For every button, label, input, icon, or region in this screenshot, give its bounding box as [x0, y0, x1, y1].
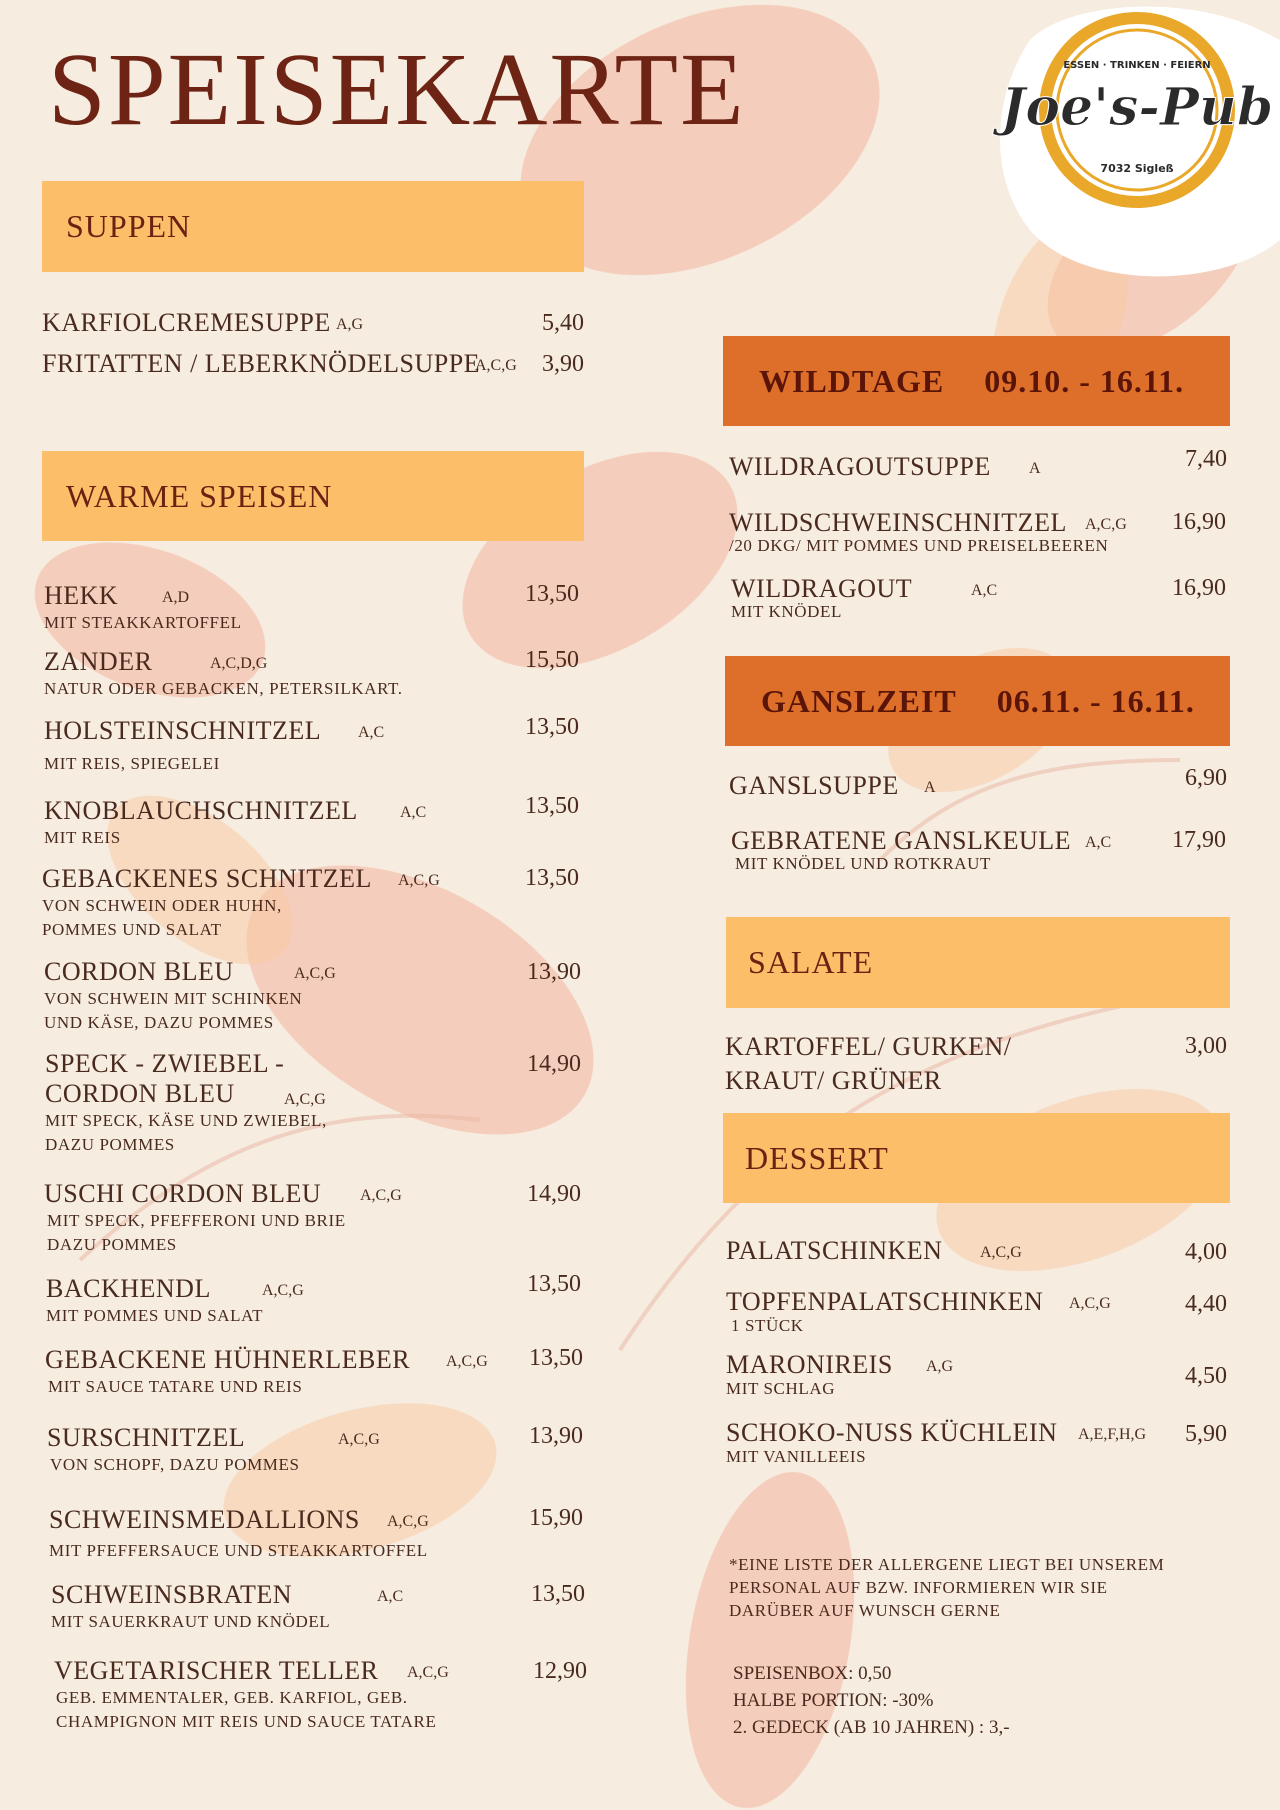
page-title: SPEISEKARTE — [48, 32, 746, 147]
allergen-note — [729, 1553, 1164, 1622]
item-description: MIT SAUCE TATARE UND REIS — [48, 1377, 303, 1396]
item-price: 13,90 — [529, 1423, 583, 1449]
item-name: SCHWEINSBRATEN — [51, 1580, 293, 1609]
item-description: POMMES UND SALAT — [42, 920, 222, 939]
item-name: KARTOFFEL/ GURKEN/ — [725, 1032, 1012, 1061]
item-name: USCHI CORDON BLEU — [44, 1179, 322, 1208]
item-allergens: A,C,G — [398, 872, 440, 889]
menu-item — [44, 581, 242, 635]
item-allergens: A,C — [358, 724, 385, 741]
menu-item — [725, 1030, 1011, 1098]
item-description: CHAMPIGNON MIT REIS UND SAUCE TATARE — [56, 1712, 437, 1731]
item-description: NATUR ODER GEBACKEN, PETERSILKART. — [44, 679, 403, 698]
item-price: 13,50 — [529, 1345, 583, 1371]
item-allergens: A,C,G — [387, 1513, 429, 1530]
logo-top-text: ESSEN · TRINKEN · FEIERN — [1063, 60, 1211, 71]
item-description: VON SCHWEIN MIT SCHINKEN — [44, 989, 303, 1008]
item-name: SPECK - ZWIEBEL - — [45, 1049, 285, 1078]
item-description: /20 DKG/ MIT POMMES UND PREISELBEEREN — [729, 536, 1109, 555]
item-name: GEBRATENE GANSLKEULE — [731, 826, 1072, 855]
item-name: FRITATTEN / LEBERKNÖDELSUPPE — [42, 349, 481, 378]
item-allergens: A,E,F,H,G — [1078, 1426, 1147, 1443]
item-name: SCHWEINSMEDALLIONS — [49, 1505, 360, 1534]
item-price: 14,90 — [527, 1181, 581, 1207]
item-description: MIT PFEFFERSAUCE UND STEAKKARTOFFEL — [49, 1541, 428, 1560]
item-price: 5,90 — [1185, 1421, 1227, 1447]
menu-item — [45, 1049, 327, 1157]
item-name: KNOBLAUCHSCHNITZEL — [44, 796, 358, 825]
item-name: WILDRAGOUT — [731, 574, 913, 603]
item-description: MIT KNÖDEL UND ROTKRAUT — [735, 854, 992, 873]
item-allergens: A,C — [400, 804, 427, 821]
extras-list — [733, 1660, 1010, 1741]
item-description: MIT SCHLAG — [726, 1379, 836, 1398]
item-name: SCHOKO-NUSS KÜCHLEIN — [726, 1418, 1058, 1447]
logo-badge-icon — [990, 0, 1280, 285]
item-description: MIT SPECK, PFEFFERONI UND BRIE — [47, 1211, 346, 1230]
item-allergens: A,G — [336, 316, 364, 333]
item-name: HOLSTEINSCHNITZEL — [44, 716, 322, 745]
menu-item — [731, 574, 998, 624]
item-name: MARONIREIS — [726, 1350, 893, 1379]
item-allergens: A,C — [377, 1588, 404, 1605]
menu-item — [46, 1274, 304, 1328]
item-price: 17,90 — [1172, 827, 1226, 853]
item-description: GEB. EMMENTALER, GEB. KARFIOL, GEB. — [56, 1688, 408, 1707]
section-label: SUPPEN — [66, 208, 192, 244]
menu-item — [731, 826, 1112, 876]
menu-item — [729, 508, 1127, 558]
item-name: PALATSCHINKEN — [726, 1236, 943, 1265]
menu-item — [44, 957, 336, 1035]
item-price: 16,90 — [1172, 575, 1226, 601]
section-dates: 06.11. - 16.11. — [996, 682, 1195, 719]
extras-line: SPEISENBOX: 0,50 — [733, 1663, 892, 1684]
item-price: 4,40 — [1185, 1291, 1227, 1317]
menu-item — [726, 1287, 1111, 1338]
menu-item — [42, 349, 584, 379]
item-price: 13,50 — [525, 793, 579, 819]
section-warme-speisen-header — [42, 451, 584, 541]
menu-item — [726, 1418, 1147, 1469]
section-dates: 09.10. - 16.11. — [984, 362, 1185, 399]
item-allergens: A,C,G — [338, 1431, 380, 1448]
item-price: 16,90 — [1172, 509, 1226, 535]
item-name: HEKK — [44, 581, 119, 610]
section-label: SALATE — [748, 944, 874, 980]
item-description: MIT STEAKKARTOFFEL — [44, 613, 242, 632]
item-allergens: A,C,G — [407, 1664, 449, 1681]
extras-line: 2. GEDECK (AB 10 JAHREN) : 3,- — [733, 1717, 1010, 1738]
section-suppen-header — [42, 181, 584, 272]
item-description: VON SCHWEIN ODER HUHN, — [42, 896, 282, 915]
item-name: WILDSCHWEINSCHNITZEL — [729, 508, 1067, 537]
item-allergens: A,C,G — [1085, 516, 1127, 533]
item-price: 4,00 — [1185, 1239, 1227, 1265]
item-price: 13,50 — [525, 714, 579, 740]
section-dessert-header — [723, 1113, 1230, 1203]
item-allergens: A — [1029, 460, 1041, 477]
section-label: DESSERT — [745, 1139, 889, 1176]
section-ganslzeit-header — [725, 656, 1230, 746]
menu-item — [44, 716, 385, 776]
logo-name-text: Joe's-Pub — [1000, 77, 1274, 138]
item-name: VEGETARISCHER TELLER — [54, 1656, 379, 1685]
menu-item — [726, 1236, 1022, 1266]
item-allergens: A,C — [1085, 834, 1112, 851]
item-allergens: A,D — [162, 589, 190, 606]
item-name: BACKHENDL — [46, 1274, 211, 1303]
item-name-line-2: CORDON BLEU — [45, 1079, 235, 1108]
item-allergens: A,C,G — [360, 1187, 402, 1204]
item-price: 15,90 — [529, 1505, 583, 1531]
extras-line: HALBE PORTION: -30% — [733, 1690, 934, 1711]
item-price: 13,50 — [525, 581, 579, 607]
menu-item — [44, 1179, 402, 1257]
menu-item — [42, 864, 440, 942]
item-allergens: A,C,G — [475, 357, 517, 374]
menu-item — [47, 1423, 380, 1477]
item-description: UND KÄSE, DAZU POMMES — [44, 1013, 274, 1032]
section-label: WARME SPEISEN — [66, 477, 333, 514]
item-name: CORDON BLEU — [44, 957, 234, 986]
item-allergens: A,C,D,G — [210, 655, 268, 672]
item-description: MIT REIS, SPIEGELEI — [44, 754, 220, 773]
item-price: 3,90 — [542, 351, 584, 377]
item-name: GEBACKENE HÜHNERLEBER — [45, 1345, 411, 1374]
item-price: 13,50 — [531, 1581, 585, 1607]
item-description: MIT KNÖDEL — [731, 602, 842, 621]
item-name: WILDRAGOUTSUPPE — [729, 452, 991, 481]
item-allergens: A,C,G — [284, 1091, 326, 1108]
item-name: ZANDER — [44, 647, 153, 676]
item-description: MIT VANILLEEIS — [726, 1447, 867, 1466]
item-description: MIT REIS — [44, 828, 121, 847]
item-allergens: A,C — [971, 582, 998, 599]
section-label: GANSLZEIT — [761, 682, 957, 719]
item-price: 13,50 — [525, 865, 579, 891]
item-price: 15,50 — [525, 647, 579, 673]
menu-item — [51, 1580, 404, 1634]
item-price: 13,90 — [527, 959, 581, 985]
section-wildtage-header — [723, 336, 1230, 426]
logo-bottom-text: 7032 Sigleß — [1100, 162, 1174, 175]
item-allergens: A,C,G — [262, 1282, 304, 1299]
menu-item — [44, 647, 403, 701]
item-description: MIT POMMES UND SALAT — [46, 1306, 264, 1325]
item-description: DAZU POMMES — [47, 1235, 177, 1254]
section-salate-header — [726, 917, 1230, 1008]
menu-item — [729, 771, 936, 801]
menu-item — [729, 452, 1041, 482]
item-price: 3,00 — [1185, 1033, 1227, 1059]
item-allergens: A,G — [926, 1358, 954, 1375]
item-price: 6,90 — [1185, 765, 1227, 791]
item-allergens: A,C,G — [980, 1244, 1022, 1261]
item-allergens: A,C,G — [446, 1353, 488, 1370]
item-name: GEBACKENES SCHNITZEL — [42, 864, 372, 893]
item-allergens: A,C,G — [294, 965, 336, 982]
section-label: WILDTAGE — [759, 362, 945, 399]
item-name: KARFIOLCREMESUPPE — [42, 308, 331, 337]
menu-item — [42, 308, 584, 338]
item-price: 12,90 — [533, 1658, 587, 1684]
menu-item — [49, 1505, 428, 1563]
item-price: 14,90 — [527, 1051, 581, 1077]
allergen-note-line: *EINE LISTE DER ALLERGENE LIEGT BEI UNSEREM — [729, 1555, 1165, 1574]
allergen-note-line: PERSONAL AUF BZW. INFORMIEREN WIR SIE — [729, 1578, 1108, 1597]
item-price: 7,40 — [1185, 446, 1227, 472]
joes-pub-logo — [990, 0, 1280, 285]
item-description: 1 STÜCK — [731, 1316, 804, 1335]
item-description: VON SCHOPF, DAZU POMMES — [50, 1455, 300, 1474]
item-description: DAZU POMMES — [45, 1135, 175, 1154]
item-name: GANSLSUPPE — [729, 771, 899, 800]
menu-item — [54, 1656, 449, 1734]
menu-item — [44, 796, 427, 850]
item-name-line-2: KRAUT/ GRÜNER — [725, 1066, 942, 1095]
item-description: MIT SAUERKRAUT UND KNÖDEL — [51, 1612, 331, 1631]
item-description: MIT SPECK, KÄSE UND ZWIEBEL, — [45, 1111, 327, 1130]
item-name: TOPFENPALATSCHINKEN — [726, 1287, 1044, 1316]
menu-item — [726, 1350, 954, 1401]
item-name: SURSCHNITZEL — [47, 1423, 246, 1452]
allergen-note-line: DARÜBER AUF WUNSCH GERNE — [729, 1601, 1001, 1620]
item-price: 4,50 — [1185, 1363, 1227, 1389]
menu-item — [45, 1345, 488, 1399]
item-price: 13,50 — [527, 1271, 581, 1297]
item-price: 5,40 — [542, 310, 584, 336]
item-allergens: A — [924, 779, 936, 796]
item-allergens: A,C,G — [1069, 1295, 1111, 1312]
